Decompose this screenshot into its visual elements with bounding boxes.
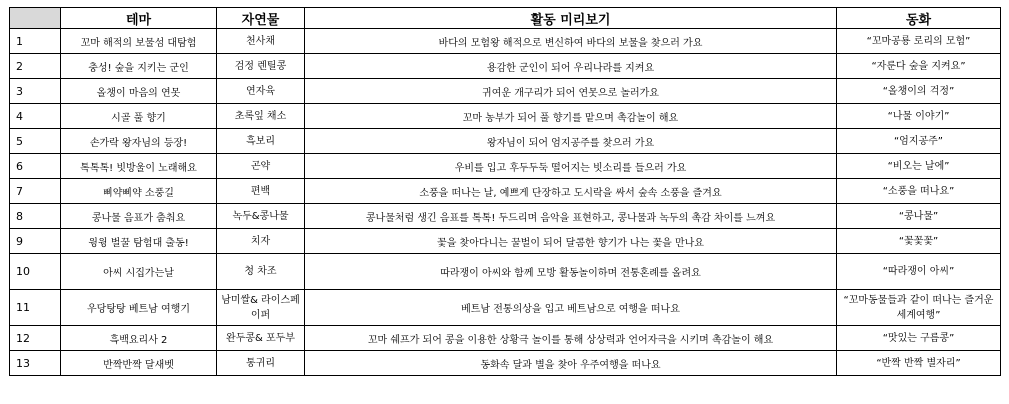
nature-cell: 곤약 bbox=[217, 154, 305, 179]
table-row bbox=[10, 79, 1001, 104]
story-cell: “반짝 반짝 별자리” bbox=[837, 351, 1001, 376]
theme-cell: 흑백요리사 2 bbox=[61, 326, 217, 351]
theme-cell: 톡톡톡! 빗방울이 노래해요 bbox=[61, 154, 217, 179]
nature-cell: 초록잎 채소 bbox=[217, 104, 305, 129]
row-number: 11 bbox=[10, 290, 61, 326]
activity-cell: 바다의 모험왕 해적으로 변신하여 바다의 보물을 찾으러 가요 bbox=[305, 29, 837, 54]
story-cell: “꼬마동물들과 같이 떠나는 즐거운 세계여행” bbox=[837, 290, 1001, 326]
story-cell: “엄지공주” bbox=[837, 129, 1001, 154]
row-number: 5 bbox=[10, 129, 61, 154]
theme-cell: 손가락 왕자님의 등장! bbox=[61, 129, 217, 154]
nature-cell: 흑보리 bbox=[217, 129, 305, 154]
activity-cell: 소풍을 떠나는 날, 예쁘게 단장하고 도시락을 싸서 숲속 소풍을 즐겨요 bbox=[305, 179, 837, 204]
story-cell: “비오는 날에” bbox=[837, 154, 1001, 179]
story-cell: “소풍을 떠나요” bbox=[837, 179, 1001, 204]
nature-cell: 청 차조 bbox=[217, 254, 305, 290]
row-number: 13 bbox=[10, 351, 61, 376]
activity-cell: 따라쟁이 아씨와 함께 모방 활동놀이하며 전통혼례를 올려요 bbox=[305, 254, 837, 290]
activity-cell: 콩나물처럼 생긴 음표를 톡톡! 두드리며 음악을 표현하고, 콩나물과 녹두의 촉감 차이를 느껴요 bbox=[305, 204, 837, 229]
row-number: 3 bbox=[10, 79, 61, 104]
activity-cell: 베트남 전통의상을 입고 베트남으로 여행을 떠나요 bbox=[305, 290, 837, 326]
story-cell: “콩나물” bbox=[837, 204, 1001, 229]
story-cell: “맛있는 구름콩” bbox=[837, 326, 1001, 351]
nature-cell: 완두콩& 포두부 bbox=[217, 326, 305, 351]
table-row bbox=[10, 29, 1001, 54]
story-cell: “꼬마공룡 로리의 모험” bbox=[837, 29, 1001, 54]
table-row bbox=[10, 254, 1001, 290]
activity-cell: 용감한 군인이 되어 우리나라를 지켜요 bbox=[305, 54, 837, 79]
row-number: 1 bbox=[10, 29, 61, 54]
table-row bbox=[10, 326, 1001, 351]
row-number: 8 bbox=[10, 204, 61, 229]
story-cell: “자룬다 숲을 지켜요” bbox=[837, 54, 1001, 79]
row-number: 9 bbox=[10, 229, 61, 254]
row-number: 10 bbox=[10, 254, 61, 290]
table-row bbox=[10, 104, 1001, 129]
header-activity: 활동 미리보기 bbox=[305, 8, 837, 29]
nature-cell: 연자육 bbox=[217, 79, 305, 104]
theme-cell: 꼬마 해적의 보물섬 대탐험 bbox=[61, 29, 217, 54]
theme-cell: 시골 풀 향기 bbox=[61, 104, 217, 129]
nature-cell: 치자 bbox=[217, 229, 305, 254]
theme-cell: 삐약삐약 소풍길 bbox=[61, 179, 217, 204]
nature-cell: 녹두&콩나물 bbox=[217, 204, 305, 229]
table-row bbox=[10, 154, 1001, 179]
theme-cell: 아씨 시집가는날 bbox=[61, 254, 217, 290]
activity-cell: 동화속 달과 별을 찾아 우주여행을 떠나요 bbox=[305, 351, 837, 376]
nature-cell: 천사채 bbox=[217, 29, 305, 54]
header-blank bbox=[10, 8, 61, 29]
theme-cell: 반짝반짝 달새벳 bbox=[61, 351, 217, 376]
nature-cell: 남미쌀& 라이스페이퍼 bbox=[217, 290, 305, 326]
row-number: 2 bbox=[10, 54, 61, 79]
activity-cell: 우비를 입고 후두두둑 떨어지는 빗소리를 들으러 가요 bbox=[305, 154, 837, 179]
table-row bbox=[10, 204, 1001, 229]
header-story: 동화 bbox=[837, 8, 1001, 29]
activity-table-wrapper bbox=[9, 7, 1001, 376]
activity-cell: 귀여운 개구리가 되어 연못으로 놀러가요 bbox=[305, 79, 837, 104]
row-number: 6 bbox=[10, 154, 61, 179]
story-cell: “꽃꽃꽃” bbox=[837, 229, 1001, 254]
activity-table bbox=[9, 7, 1001, 376]
activity-cell: 꼬마 농부가 되어 풀 향기를 맡으며 촉감놀이 해요 bbox=[305, 104, 837, 129]
theme-cell: 우당탕탕 베트남 여행기 bbox=[61, 290, 217, 326]
table-row bbox=[10, 179, 1001, 204]
table-row bbox=[10, 229, 1001, 254]
story-cell: “따라쟁이 아씨” bbox=[837, 254, 1001, 290]
theme-cell: 윙윙 벌꿀 탐험대 출동! bbox=[61, 229, 217, 254]
nature-cell: 검정 렌틸콩 bbox=[217, 54, 305, 79]
header-theme: 테마 bbox=[61, 8, 217, 29]
header-nature: 자연물 bbox=[217, 8, 305, 29]
row-number: 4 bbox=[10, 104, 61, 129]
header-row bbox=[10, 8, 1001, 29]
story-cell: “나물 이야기” bbox=[837, 104, 1001, 129]
nature-cell: 편백 bbox=[217, 179, 305, 204]
activity-cell: 왕자님이 되어 엄지공주를 찾으러 가요 bbox=[305, 129, 837, 154]
story-cell: “올챙이의 걱정” bbox=[837, 79, 1001, 104]
activity-cell: 꽃을 찾아다니는 꿀벌이 되어 달콤한 향기가 나는 꽃을 만나요 bbox=[305, 229, 837, 254]
row-number: 7 bbox=[10, 179, 61, 204]
table-row bbox=[10, 351, 1001, 376]
theme-cell: 올챙이 마음의 연못 bbox=[61, 79, 217, 104]
row-number: 12 bbox=[10, 326, 61, 351]
theme-cell: 충성! 숲을 지키는 군인 bbox=[61, 54, 217, 79]
table-row bbox=[10, 290, 1001, 326]
activity-cell: 꼬마 쉐프가 되어 콩을 이용한 상황극 놀이를 통해 상상력과 언어자극을 시키며 촉감놀이 해요 bbox=[305, 326, 837, 351]
table-body bbox=[10, 29, 1001, 376]
table-row bbox=[10, 129, 1001, 154]
theme-cell: 콩나물 음표가 춤춰요 bbox=[61, 204, 217, 229]
table-row bbox=[10, 54, 1001, 79]
nature-cell: 통귀리 bbox=[217, 351, 305, 376]
